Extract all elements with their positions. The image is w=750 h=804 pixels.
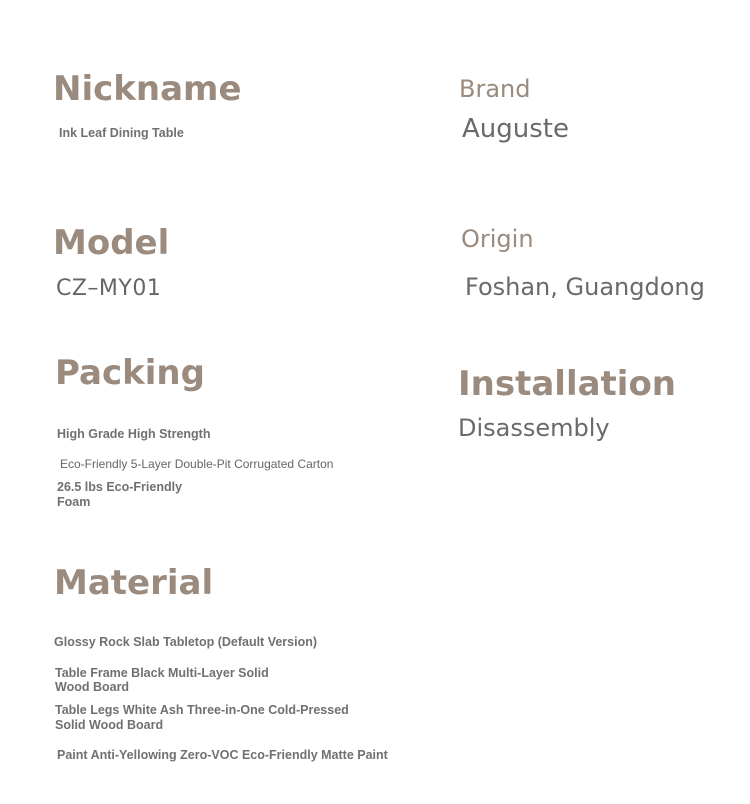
packing-item: 26.5 lbs Eco-Friendly <box>57 480 183 494</box>
installation-heading: Installation <box>458 364 677 404</box>
nickname-heading: Nickname <box>53 69 242 109</box>
material-heading: Material <box>54 563 214 603</box>
origin-heading: Origin <box>461 225 534 253</box>
packing-heading: Packing <box>55 353 205 393</box>
origin-value: Foshan, Guangdong <box>465 273 705 301</box>
brand-value: Auguste <box>462 114 569 144</box>
material-item: Paint Anti-Yellowing Zero-VOC Eco-Friendly Matte Paint <box>57 748 388 762</box>
model-heading: Model <box>53 223 170 263</box>
brand-heading: Brand <box>459 75 531 103</box>
material-item: Table Frame Black Multi-Layer Solid <box>55 666 269 680</box>
packing-item: Eco-Friendly 5-Layer Double-Pit Corrugated Carton <box>60 457 334 471</box>
nickname-value: Ink Leaf Dining Table <box>59 126 184 140</box>
installation-value: Disassembly <box>458 414 610 442</box>
material-item: Table Legs White Ash Three-in-One Cold-Pressed <box>55 703 349 717</box>
material-item: Glossy Rock Slab Tabletop (Default Version) <box>54 635 318 649</box>
packing-item: Foam <box>57 495 91 509</box>
material-item: Wood Board <box>55 680 130 694</box>
model-value: CZ–MY01 <box>56 276 162 301</box>
packing-item: High Grade High Strength <box>57 427 211 441</box>
material-item: Solid Wood Board <box>55 718 164 732</box>
